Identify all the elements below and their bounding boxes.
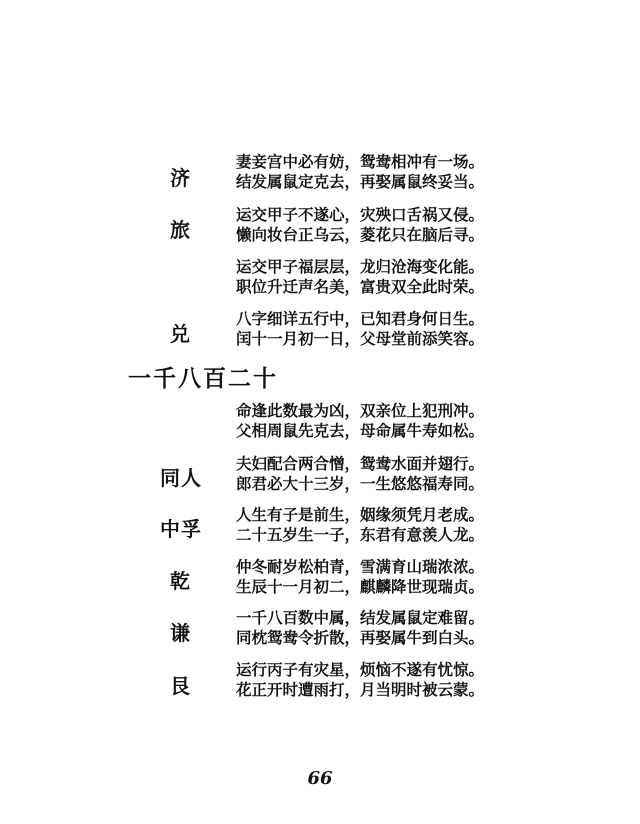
verse-line: 职位升迁声名美，富贵双全此时荣。 xyxy=(236,277,485,296)
page-number: 66 xyxy=(307,768,333,789)
verse-line: 花正开时遭雨打，月当明时被云蒙。 xyxy=(236,680,485,699)
verse-line: 闰十一月初一日，父母堂前添笑容。 xyxy=(236,329,485,348)
verse-line: 父相周鼠先克去，母命属牛寿如松。 xyxy=(236,421,485,440)
verse-block xyxy=(236,152,484,192)
verse-line: 八字细详五行中，已知君身何日生。 xyxy=(236,309,485,328)
verse-block xyxy=(236,205,484,245)
verse-line: 夫妇配合两合憎，鸳鸯水面并翅行。 xyxy=(236,454,485,473)
verse-line: 结发属鼠定克去，再娶属鼠终妥当。 xyxy=(236,172,485,191)
entry-label-zhongfu: 中孚 xyxy=(160,517,202,541)
verse-line: 运行丙子有灾星，烦恼不遂有忧惊。 xyxy=(236,660,485,679)
verse-line: 二十五岁生一子，东君有意羡人龙。 xyxy=(236,525,485,544)
entry-label-dui: 兑 xyxy=(170,322,191,346)
verse-line: 郎君必大十三岁，一生悠悠福寿同。 xyxy=(236,474,485,493)
verse-block xyxy=(236,608,484,648)
verse-line: 生辰十一月初二，麒麟降世现瑞贞。 xyxy=(236,577,485,596)
verse-line: 运交甲子不遂心，灾殃口舌祸又侵。 xyxy=(236,205,485,224)
verse-block xyxy=(236,401,484,441)
entry-label-qian2: 谦 xyxy=(170,621,191,645)
verse-block xyxy=(236,505,484,545)
verse-line: 一千八百数中属，结发属鼠定难留。 xyxy=(236,608,485,627)
entry-label-lv: 旅 xyxy=(170,218,191,242)
entry-label-tongren: 同人 xyxy=(160,466,202,490)
entry-label-ji: 济 xyxy=(170,166,191,190)
verse-line: 同枕鸳鸯令折散，再娶属牛到白头。 xyxy=(236,628,485,647)
verse-block xyxy=(236,454,484,494)
verse-block xyxy=(236,309,484,349)
verse-block xyxy=(236,557,484,597)
verse-line: 命逢此数最为凶，双亲位上犯刑冲。 xyxy=(236,401,485,420)
verse-line: 运交甲子福层层，龙归沧海变化能。 xyxy=(236,257,485,276)
verse-line: 妻妾宫中必有妨，鸳鸯相冲有一场。 xyxy=(236,152,485,171)
verse-block xyxy=(236,257,484,297)
verse-line: 仲冬耐岁松柏青，雪满育山瑞浓浓。 xyxy=(236,557,485,576)
section-heading: 一千八百二十 xyxy=(128,365,278,392)
verse-line: 懒向妆台正乌云，菱花只在脑后寻。 xyxy=(236,225,485,244)
entry-label-gen: 艮 xyxy=(170,674,191,698)
entry-label-qian: 乾 xyxy=(170,569,191,593)
verse-block xyxy=(236,660,484,700)
verse-line: 人生有子是前生，姻缘须凭月老成。 xyxy=(236,505,485,524)
